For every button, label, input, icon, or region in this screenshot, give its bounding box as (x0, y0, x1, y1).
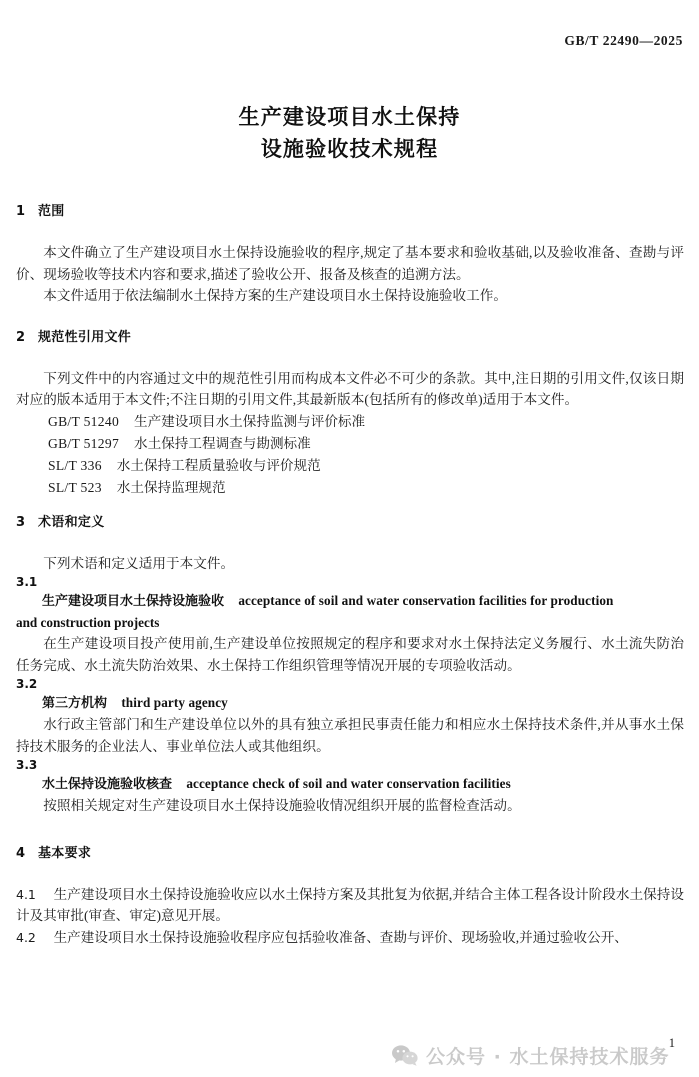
section-1-paragraph-2: 本文件适用于依法编制水土保持方案的生产建设项目水土保持设施验收工作。 (43, 288, 508, 303)
page-number: 1 (668, 1036, 675, 1050)
term-zh: 水土保持设施验收核查 (42, 777, 173, 792)
section-number-3: 3 (16, 514, 26, 530)
term-definition: 在生产建设项目投产使用前,生产建设单位按照规定的程序和要求对水土保持法定义务履行、水土流失防治任务完成、水土流失防治效果、水土保持工作组织管理等情况开展的专项验收活动。 (16, 636, 684, 673)
page-title-line-1: 生产建设项目水土保持 (238, 105, 461, 129)
reference-name: 生产建设项目水土保持监测与评价标准 (134, 413, 366, 429)
watermark-label: 公众号 · 水土保持技术服务 (426, 1046, 670, 1068)
term-entry (16, 590, 684, 612)
term-en: third party agency (121, 695, 228, 710)
term-definition: 水行政主管部门和生产建设单位以外的具有独立承担民事责任能力和相应水土保持技术条件,并从事水土保持技术服务的企业法人、事业单位法人或其他组织。 (16, 717, 684, 754)
reference-code: GB/T 51297 (47, 435, 120, 451)
term-en: acceptance check of soil and water conservation facilities (186, 776, 511, 791)
section-title-2: 规范性引用文件 (38, 329, 132, 345)
term-en-continued: and construction projects (16, 615, 160, 630)
section-number-1: 1 (16, 204, 26, 219)
section-number-2: 2 (16, 329, 26, 345)
term-en: acceptance of soil and water conservation facilities for production (238, 593, 614, 608)
term-definition: 按照相关规定对生产建设项目水土保持设施验收情况组织开展的监督检查活动。 (43, 798, 521, 813)
term-clause-number: 3.2 (16, 677, 38, 691)
section-heading-1 (16, 203, 684, 220)
reference-code: SL/T 523 (47, 479, 102, 495)
section-heading-2 (16, 329, 684, 346)
section-heading-4 (16, 845, 684, 862)
term-clause-number: 3.1 (16, 575, 38, 589)
section-2-paragraph-1: 下列文件中的内容通过文中的规范性引用而构成本文件必不可少的条款。其中,注日期的引用文件,仅该日期对应的版本适用于本文件;不注日期的引用文件,其最新版本(包括所有的修改单)适用于本文件。 (16, 370, 684, 407)
document-body (16, 203, 684, 948)
reference-name: 水土保持工程调查与勘测标准 (134, 435, 311, 451)
section-title-4: 基本要求 (38, 845, 92, 861)
clause-text: 生产建设项目水土保持设施验收应以水土保持方案及其批复为依据,并结合主体工程各设计阶段水土保持设计及其审批(审查、审定)意见开展。 (16, 886, 684, 923)
reference-name: 水土保持监理规范 (116, 479, 226, 495)
section-3-paragraph-1: 下列术语和定义适用于本文件。 (43, 555, 235, 571)
normative-reference-item (16, 477, 684, 499)
term-zh: 第三方机构 (42, 696, 108, 711)
clause-text: 生产建设项目水土保持设施验收程序应包括验收准备、查勘与评价、现场验收,并通过验收公开、 (53, 929, 628, 945)
clause-4-1 (16, 884, 684, 927)
page-title (0, 101, 699, 165)
term-clause-number: 3.3 (16, 758, 38, 772)
clause-4-2 (16, 927, 684, 949)
normative-reference-item (16, 433, 684, 455)
section-title-1: 范围 (38, 204, 65, 219)
clause-number: 4.2 (16, 929, 36, 945)
term-entry (16, 773, 684, 795)
clause-number: 4.1 (16, 886, 36, 902)
running-header-standard-code: GB/T 22490—2025 (564, 33, 683, 48)
normative-reference-item (16, 411, 684, 433)
wechat-icon (392, 1045, 418, 1066)
watermark (392, 1042, 669, 1069)
reference-code: GB/T 51240 (47, 413, 120, 429)
page-title-line-2: 设施验收技术规程 (260, 137, 439, 161)
reference-code: SL/T 336 (47, 457, 102, 473)
section-1-paragraph-1: 本文件确立了生产建设项目水土保持设施验收的程序,规定了基本要求和验收基础,以及验收准备、查勘与评价、现场验收等技术内容和要求,描述了验收公开、报备及核查的追溯方法。 (16, 245, 684, 282)
section-heading-3 (16, 514, 684, 531)
reference-name: 水土保持工程质量验收与评价规范 (116, 457, 321, 473)
section-number-4: 4 (16, 845, 26, 861)
term-entry (16, 692, 684, 714)
term-zh: 生产建设项目水土保持设施验收 (42, 594, 225, 609)
normative-reference-item (16, 455, 684, 477)
section-title-3: 术语和定义 (38, 514, 105, 530)
